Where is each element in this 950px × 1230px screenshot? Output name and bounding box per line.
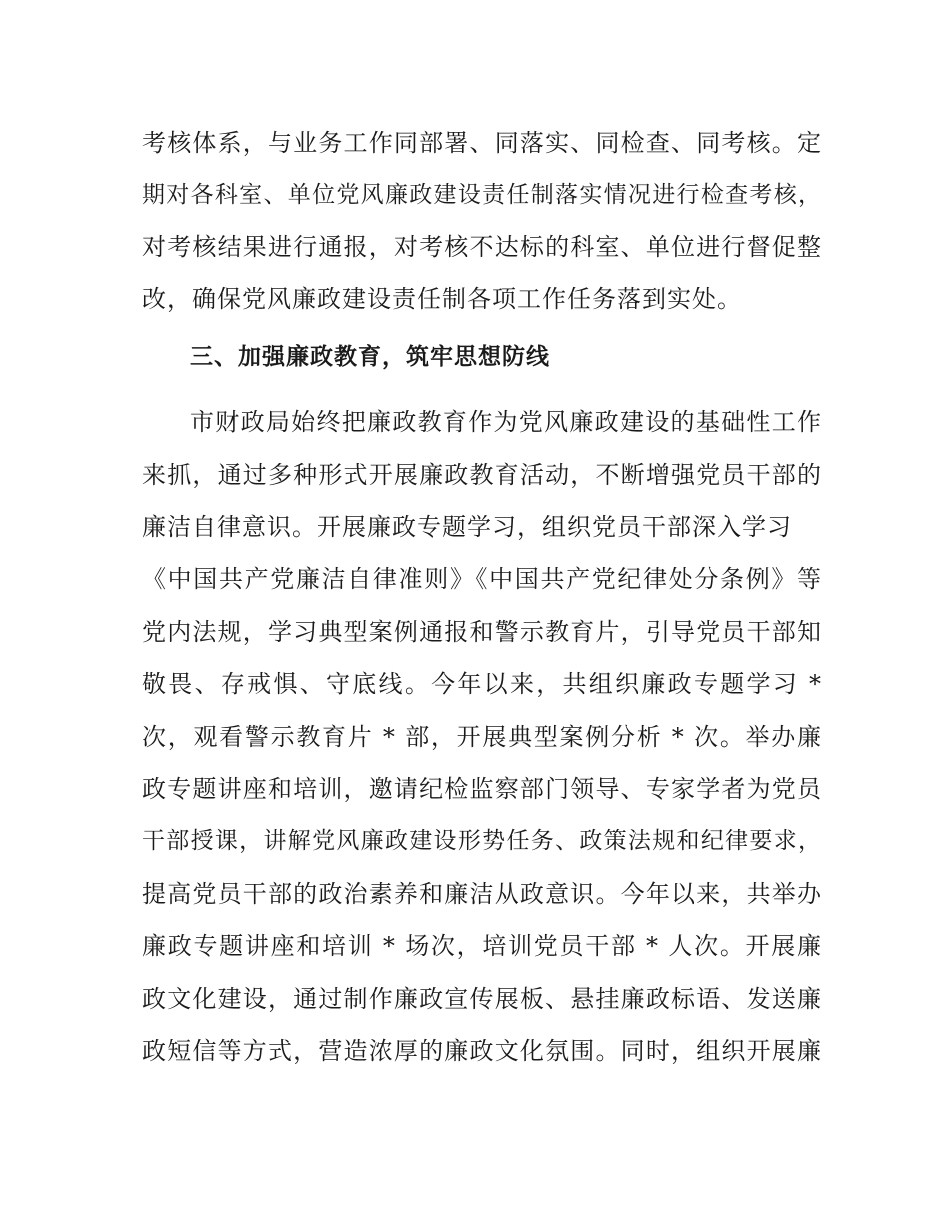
body-text-line: 《中国共产党廉洁自律准则》《中国共产党纪律处分条例》等	[142, 565, 822, 593]
paragraph-first-line: 市财政局始终把廉政教育作为党风廉政建设的基础性工作	[190, 408, 822, 436]
body-text-line: 来抓，通过多种形式开展廉政教育活动，不断增强党员干部的	[142, 461, 822, 489]
body-text-line: 廉政专题讲座和培训 * 场次，培训党员干部 * 人次。开展廉	[142, 932, 822, 960]
body-text-line: 考核体系，与业务工作同部署、同落实、同检查、同考核。定	[142, 129, 822, 157]
body-text-line: 次，观看警示教育片 * 部，开展典型案例分析 * 次。举办廉	[142, 723, 822, 751]
body-text-line: 政专题讲座和培训，邀请纪检监察部门领导、专家学者为党员	[142, 775, 822, 803]
body-text-line: 敬畏、存戒惧、守底线。今年以来，共组织廉政专题学习 *	[142, 670, 822, 698]
body-text-line: 改，确保党风廉政建设责任制各项工作任务落到实处。	[142, 285, 742, 313]
body-text-line: 提高党员干部的政治素养和廉洁从政意识。今年以来，共举办	[142, 880, 822, 908]
section-heading: 三、加强廉政教育，筑牢思想防线	[190, 344, 550, 370]
body-text-line: 廉洁自律意识。开展廉政专题学习，组织党员干部深入学习	[142, 513, 792, 541]
body-text-line: 党内法规，学习典型案例通报和警示教育片，引导党员干部知	[142, 618, 822, 646]
body-text-line: 政文化建设，通过制作廉政宣传展板、悬挂廉政标语、发送廉	[142, 985, 822, 1013]
body-text-line: 对考核结果进行通报，对考核不达标的科室、单位进行督促整	[142, 233, 822, 261]
body-text-line: 期对各科室、单位党风廉政建设责任制落实情况进行检查考核，	[142, 182, 822, 208]
body-text-line: 干部授课，讲解党风廉政建设形势任务、政策法规和纪律要求，	[142, 828, 822, 854]
body-text-line: 政短信等方式，营造浓厚的廉政文化氛围。同时，组织开展廉	[142, 1037, 822, 1065]
